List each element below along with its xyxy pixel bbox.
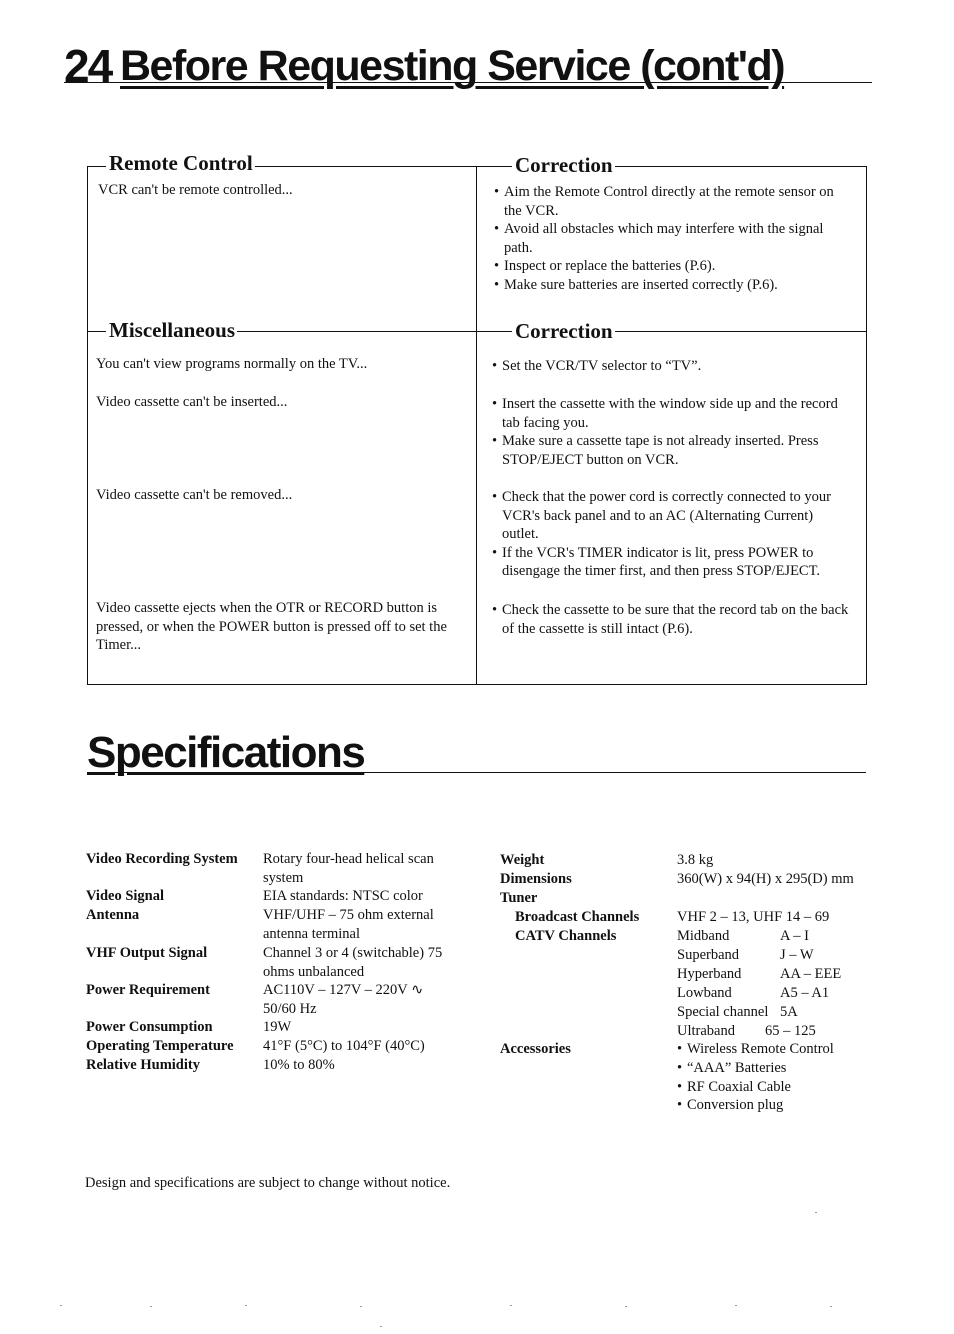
- list-item: • Make sure batteries are inserted correctly (P.6).: [494, 276, 850, 295]
- list-item: • Set the VCR/TV selector to “TV”.: [492, 357, 852, 376]
- list-item: • RF Coaxial Cable: [677, 1078, 867, 1097]
- band-name: Superband: [677, 947, 740, 963]
- scan-speck: [380, 1326, 382, 1327]
- catv-band-list: [677, 927, 867, 1041]
- misc-corrections-3: [492, 488, 852, 581]
- footer-note: Design and specifications are subject to change without notice.: [85, 1175, 451, 1191]
- spec-value-weight: 3.8 kg: [677, 852, 714, 868]
- spec-value-relative-humidity: 10% to 80%: [263, 1057, 335, 1073]
- spec-value-recording-system: Rotary four-head helical scan system: [263, 851, 434, 886]
- spec-label-dimensions: Dimensions: [500, 871, 572, 887]
- spec-label-tuner: Tuner: [500, 890, 538, 906]
- list-item: • Conversion plug: [677, 1096, 867, 1115]
- remote-correction-title: Correction: [512, 153, 615, 177]
- band-value: J – W: [780, 947, 814, 963]
- accessories-list: [677, 1040, 867, 1115]
- list-item: • Wireless Remote Control: [677, 1040, 867, 1059]
- spec-label-antenna: Antenna: [86, 907, 140, 923]
- page-header: [64, 38, 872, 94]
- spec-label-power-consumption: Power Consumption: [86, 1019, 213, 1035]
- misc-problem-3: Video cassette can't be removed...: [96, 487, 293, 503]
- scan-speck: [830, 1306, 832, 1307]
- spec-value-video-signal: EIA standards: NTSC color: [263, 888, 423, 904]
- misc-corrections-1: [492, 357, 852, 376]
- misc-correction-title: Correction: [512, 319, 615, 343]
- list-item: • Insert the cassette with the window side up and the record tab facing you.: [492, 395, 852, 432]
- spec-value-operating-temperature: 41°F (5°C) to 104°F (40°C): [263, 1038, 425, 1054]
- band-value: AA – EEE: [780, 966, 842, 982]
- band-name: Special channel: [677, 1004, 769, 1020]
- band-value: 5A: [780, 1004, 798, 1020]
- specifications-header: [87, 728, 866, 778]
- misc-problem-2: Video cassette can't be inserted...: [96, 394, 288, 410]
- column-divider: [476, 167, 477, 684]
- remote-problem: VCR can't be remote controlled...: [98, 182, 293, 198]
- scan-speck: [625, 1306, 627, 1307]
- spec-value-vhf-output: Channel 3 or 4 (switchable) 75 ohms unbalanced: [263, 945, 443, 980]
- list-item: • “AAA” Batteries: [677, 1059, 867, 1078]
- misc-problem-1: You can't view programs normally on the TV...: [96, 356, 368, 372]
- list-item: • Inspect or replace the batteries (P.6).: [494, 257, 850, 276]
- spec-label-video-signal: Video Signal: [86, 888, 165, 904]
- scan-speck: [815, 1212, 817, 1213]
- spec-label-relative-humidity: Relative Humidity: [86, 1057, 200, 1073]
- band-name: Midband: [677, 928, 730, 944]
- spec-value-broadcast-channels: VHF 2 – 13, UHF 14 – 69: [677, 909, 830, 925]
- spec-label-catv-channels: CATV Channels: [515, 928, 617, 944]
- page-number: 24: [64, 40, 112, 92]
- scan-speck: [60, 1305, 62, 1306]
- remote-section-title: Remote Control: [106, 151, 255, 175]
- list-item: • Check the cassette to be sure that the record tab on the back of the cassette is still intact (P.6).: [492, 601, 852, 638]
- scan-speck: [510, 1305, 512, 1306]
- spec-label-power-requirement: Power Requirement: [86, 982, 210, 998]
- misc-section-title: Miscellaneous: [106, 318, 237, 342]
- spec-label-operating-temperature: Operating Temperature: [86, 1038, 234, 1054]
- misc-corrections-2: [492, 395, 852, 469]
- troubleshooting-table: [87, 151, 867, 685]
- band-value: A – I: [780, 928, 809, 944]
- scan-speck: [360, 1306, 362, 1307]
- spec-label-weight: Weight: [500, 852, 545, 868]
- specifications-title: Specifications: [87, 728, 365, 777]
- page-title: Before Requesting Service (cont'd): [120, 42, 785, 90]
- list-item: • Make sure a cassette tape is not already inserted. Press STOP/EJECT button on VCR.: [492, 432, 852, 469]
- list-item: • Check that the power cord is correctly connected to your VCR's back panel and to an AC (Alternating Current) outlet.: [492, 488, 852, 544]
- list-item: • Aim the Remote Control directly at the remote sensor on the VCR.: [494, 183, 850, 220]
- misc-problem-4: Video cassette ejects when the OTR or RECORD button is pressed, or when the POWER button is pressed off to set the Timer...: [96, 600, 447, 653]
- scan-speck: [735, 1305, 737, 1306]
- band-name: Hyperband: [677, 966, 742, 982]
- band-name: Ultraband: [677, 1023, 735, 1039]
- spec-label-recording-system: Video Recording System: [86, 851, 238, 867]
- spec-label-broadcast-channels: Broadcast Channels: [515, 909, 640, 925]
- band-value: A5 – A1: [780, 985, 830, 1001]
- spec-label-vhf-output: VHF Output Signal: [86, 945, 208, 961]
- remote-corrections: [494, 183, 850, 294]
- scan-speck: [150, 1306, 152, 1307]
- spec-value-power-consumption: 19W: [263, 1019, 292, 1035]
- band-value: 65 – 125: [765, 1023, 816, 1039]
- spec-value-power-requirement: AC110V – 127V – 220V ∿ 50/60 Hz: [263, 982, 424, 1017]
- band-name: Lowband: [677, 985, 732, 1001]
- misc-corrections-4: [492, 601, 852, 638]
- list-item: • If the VCR's TIMER indicator is lit, press POWER to disengage the timer first, and then press STOP/EJECT.: [492, 544, 852, 581]
- spec-value-antenna: VHF/UHF – 75 ohm external antenna terminal: [263, 907, 434, 942]
- spec-label-accessories: Accessories: [500, 1041, 571, 1057]
- spec-value-dimensions: 360(W) x 94(H) x 295(D) mm: [677, 871, 854, 887]
- scan-speck: [245, 1305, 247, 1306]
- list-item: • Avoid all obstacles which may interfere with the signal path.: [494, 220, 850, 257]
